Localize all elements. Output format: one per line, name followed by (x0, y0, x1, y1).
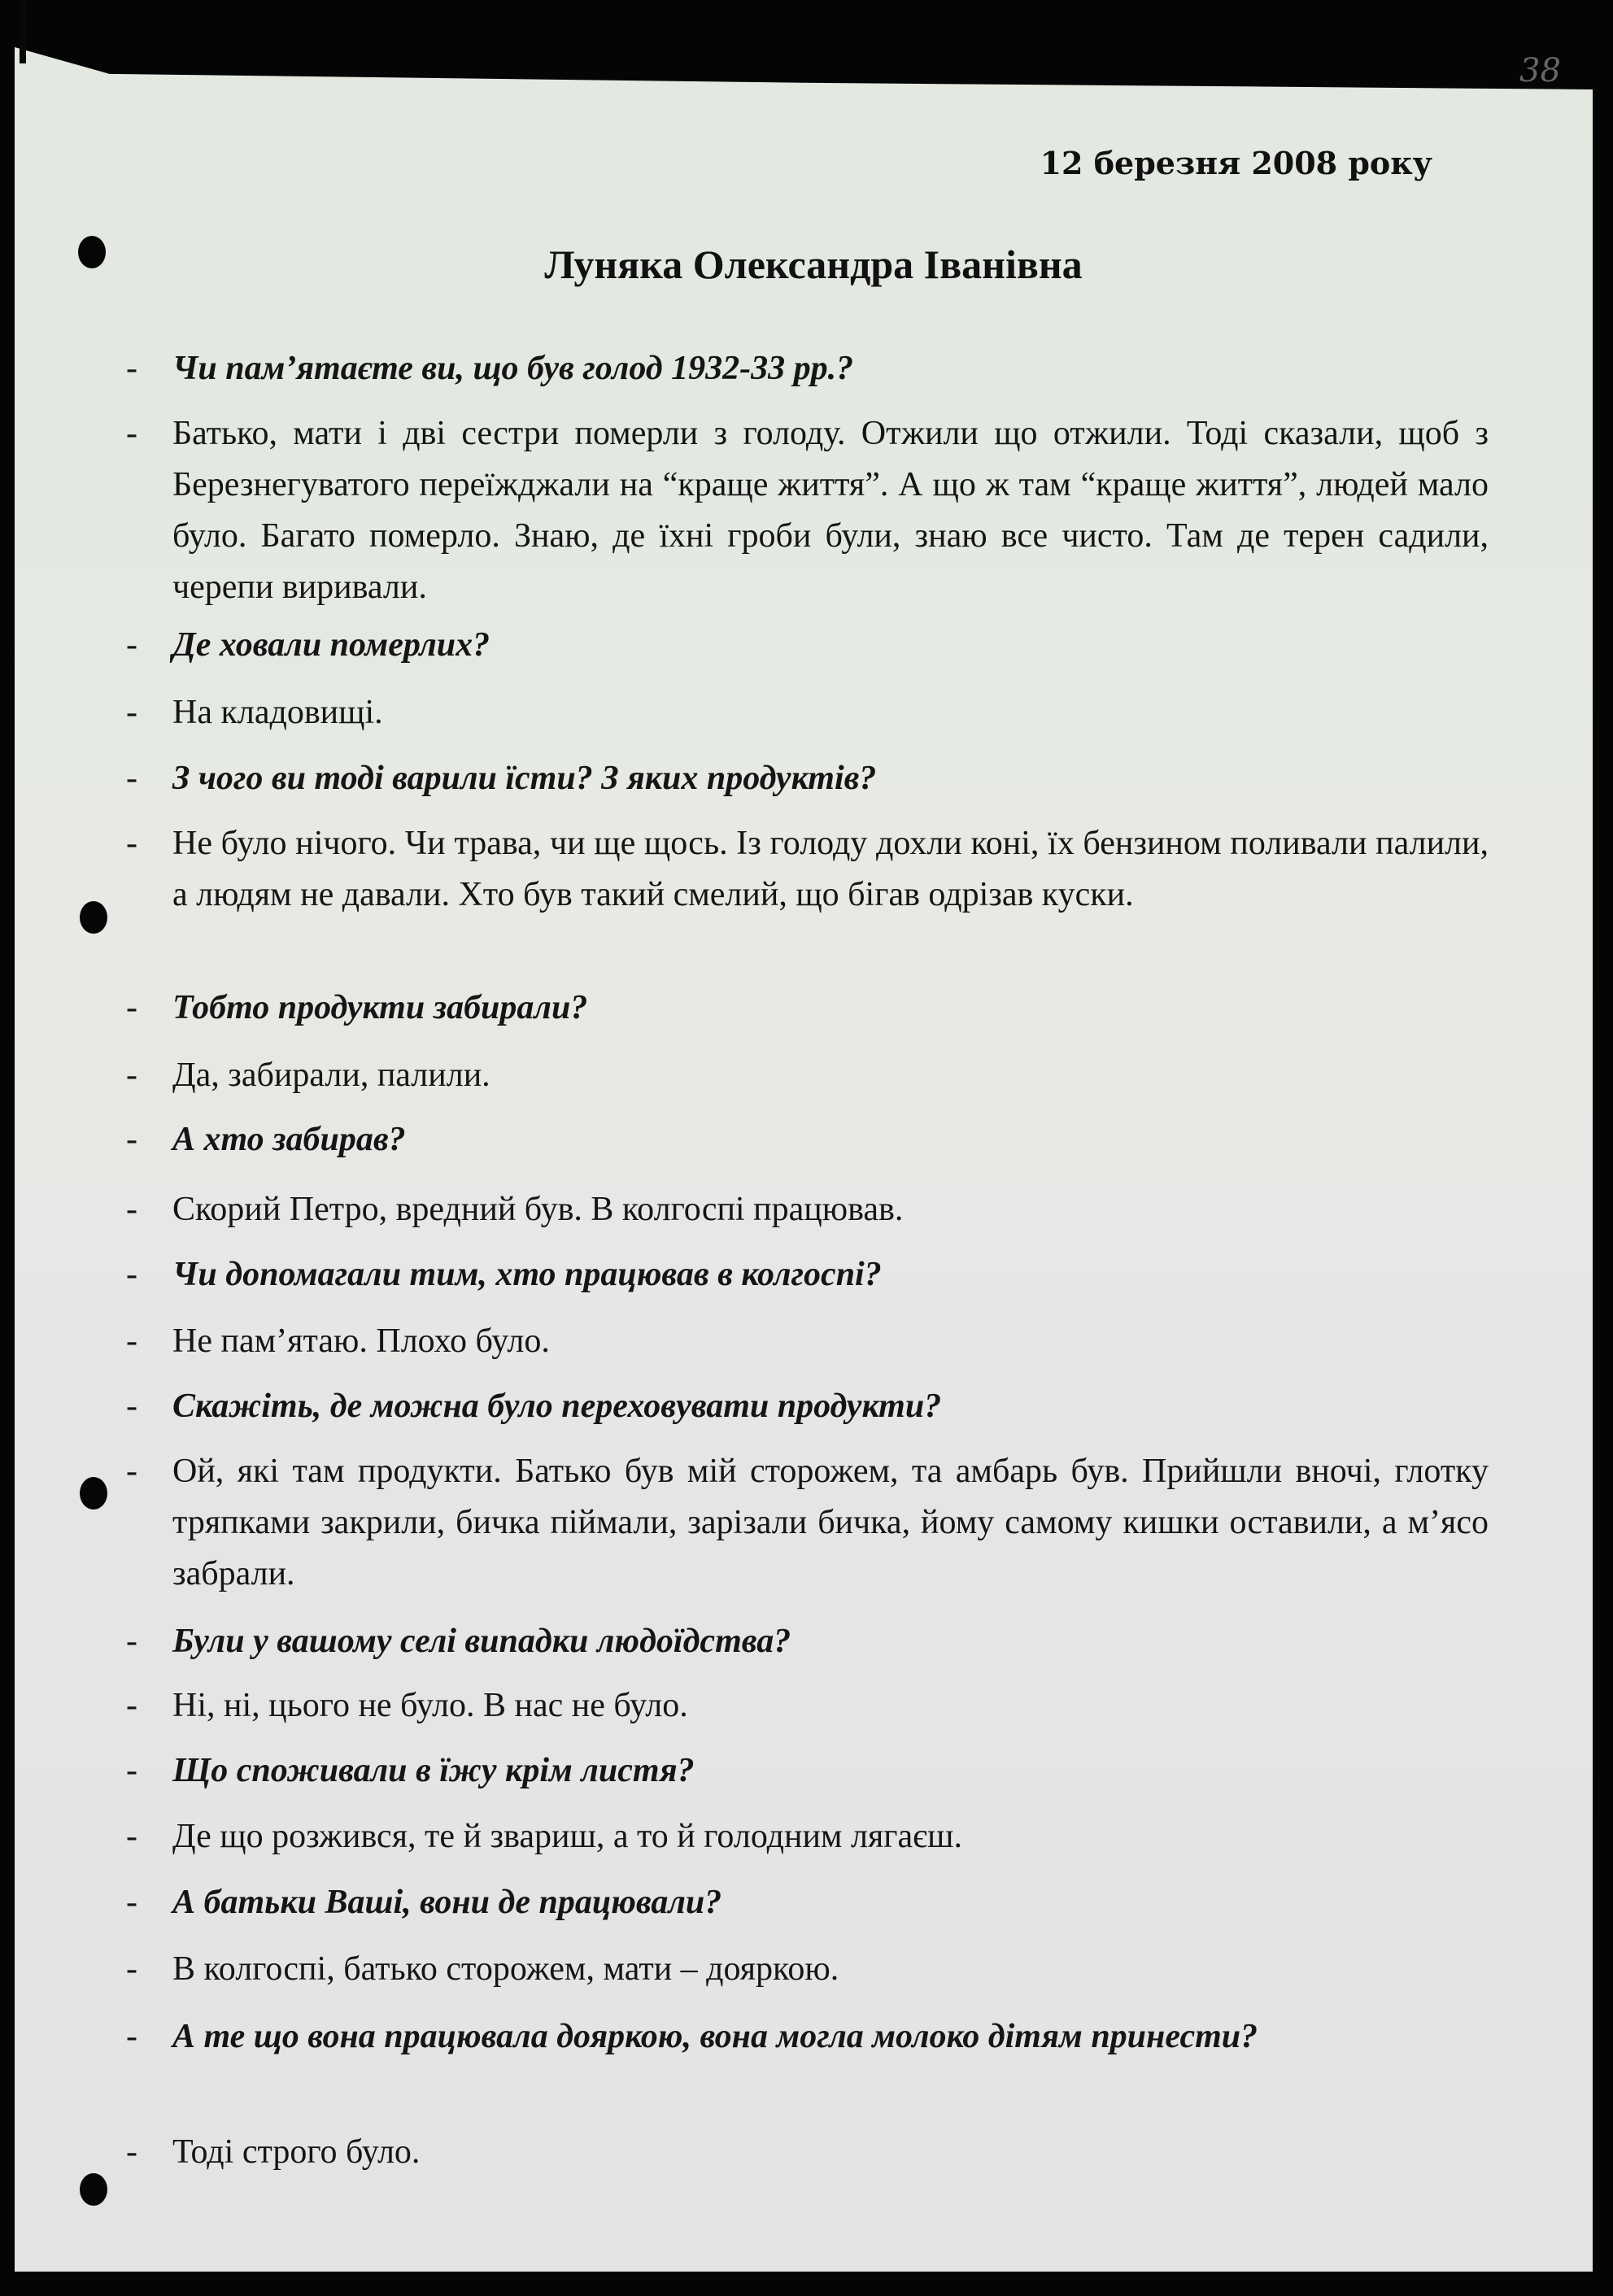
dash-marker: - (126, 1453, 137, 1490)
interview-answer (126, 1446, 1489, 1600)
interview-question (126, 982, 1489, 1034)
interview-question (126, 1114, 1489, 1165)
interview-answer (126, 1680, 1489, 1732)
item-text: Були у вашому селі випадки людоїдства? (172, 1623, 791, 1660)
dash-marker: - (126, 1687, 137, 1724)
interview-question (126, 2011, 1489, 2063)
item-text: З чого ви тоді варили їсти? З яких продуктів? (172, 760, 877, 797)
interview-answer (126, 687, 1489, 738)
document-title: Луняка Олександра Іванівна (544, 242, 1083, 287)
interview-answer (126, 818, 1489, 921)
dash-marker: - (126, 1121, 137, 1158)
item-text: Ой, які там продукти. Батько був мій сторожем, та амбарь був. Прийшли вночі, глотку тряпками закрили, бичка піймали, зарізали бичка, йому самому кишки оставили, а м’ясо забрали. (172, 1453, 1489, 1592)
dash-marker: - (126, 1884, 137, 1921)
dash-marker: - (126, 694, 137, 731)
page-number: 38 (1519, 52, 1561, 89)
interview-answer (126, 1184, 1489, 1235)
punch-hole (80, 2173, 107, 2206)
interview-answer (126, 1944, 1489, 1995)
dash-marker: - (126, 989, 137, 1026)
interview-question (126, 1616, 1489, 1667)
dash-marker: - (126, 1322, 137, 1360)
item-text: Не було нічого. Чи трава, чи ще щось. Із голоду дохли коні, їх бензином поливали палили, а людям не давали. Хто був такий смелий, що бігав одрізав куски. (172, 825, 1489, 913)
interview-answer (126, 1316, 1489, 1367)
interview-answer (126, 2127, 1489, 2178)
interview-question (126, 343, 1489, 394)
dash-marker: - (126, 760, 137, 797)
interview-answer (126, 408, 1489, 613)
interview-question (126, 753, 1489, 804)
item-text: А хто забирав? (172, 1121, 406, 1158)
item-text: Що споживали в їжу крім листя? (172, 1752, 695, 1789)
item-text: А те що вона працювала дояркою, вона могла молоко дітям принести? (172, 2018, 1258, 2055)
scan-edge-mark (20, 0, 26, 63)
dash-marker: - (126, 1623, 137, 1660)
dash-marker: - (126, 1950, 137, 1988)
dash-marker: - (126, 626, 137, 664)
dash-marker: - (126, 1057, 137, 1094)
item-text: Ні, ні, цього не було. В нас не було. (172, 1687, 688, 1724)
dash-marker: - (126, 2133, 137, 2171)
dash-marker: - (126, 350, 137, 387)
item-text: Чи допомагали тим, хто працював в колгоспі? (172, 1256, 882, 1293)
document-date: 12 березня 2008 року (1040, 145, 1432, 181)
interview-question (126, 620, 1489, 671)
item-text: Де ховали померлих? (172, 626, 490, 664)
item-text: Скорий Петро, вредний був. В колгоспі працював. (172, 1191, 904, 1228)
item-text: В колгоспі, батько сторожем, мати – дояркою. (172, 1950, 839, 1988)
item-text: Де що розжився, те й звариш, а то й голодним лягаєш. (172, 1818, 963, 1855)
dash-marker: - (126, 1191, 137, 1228)
dash-marker: - (126, 1818, 137, 1855)
interview-answer (126, 1050, 1489, 1101)
interview-question (126, 1249, 1489, 1300)
interview-question (126, 1381, 1489, 1432)
interview-answer (126, 1811, 1489, 1863)
punch-hole (80, 901, 107, 934)
item-text: Тоді строго було. (172, 2133, 421, 2171)
dash-marker: - (126, 1388, 137, 1425)
interview-question (126, 1877, 1489, 1928)
item-text: Не пам’ятаю. Плохо було. (172, 1322, 550, 1360)
dash-marker: - (126, 1256, 137, 1293)
item-text: Скажіть, де можна було переховувати продукти? (172, 1388, 942, 1425)
dash-marker: - (126, 2018, 137, 2055)
interview-question (126, 1745, 1489, 1797)
punch-hole (80, 1477, 107, 1510)
item-text: Чи пам’ятаєте ви, що був голод 1932-33 рр.? (172, 350, 854, 387)
item-text: Да, забирали, палили. (172, 1057, 490, 1094)
dash-marker: - (126, 825, 137, 862)
dash-marker: - (126, 1752, 137, 1789)
item-text: Батько, мати і дві сестри померли з голоду. Отжили що отжили. Тоді сказали, щоб з Березнегуватого переїжджали на “краще життя”. А що ж там “краще життя”, людей мало було. Багато померло. Знаю, де їхні гроби були, знаю все чисто. Там де терен садили, черепи виривали. (172, 415, 1489, 606)
dash-marker: - (126, 415, 137, 452)
item-text: Тобто продукти забирали? (172, 989, 588, 1026)
item-text: А батьки Ваші, вони де працювали? (172, 1884, 722, 1921)
item-text: На кладовищі. (172, 694, 383, 731)
